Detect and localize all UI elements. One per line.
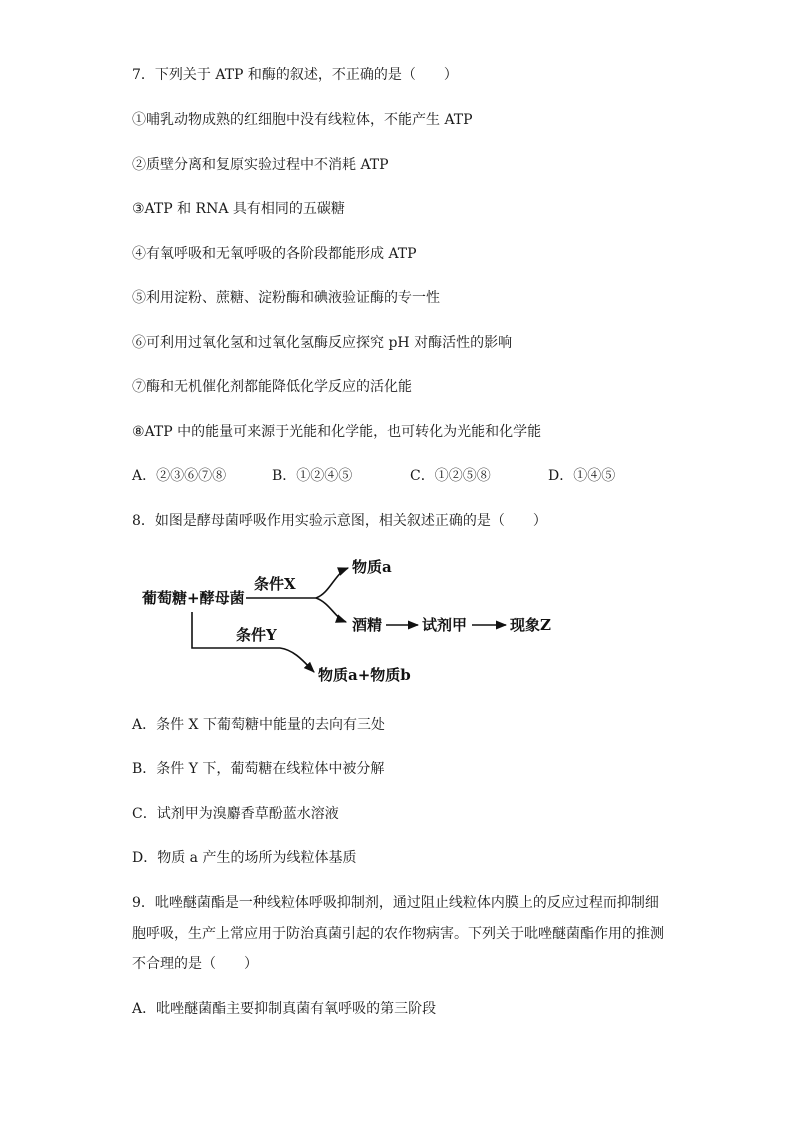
q7-item-5: ⑤利用淀粉、蔗糖、淀粉酶和碘液验证酶的专一性	[132, 290, 440, 306]
q8-option-d: D．物质 a 产生的场所为线粒体基质	[132, 850, 357, 866]
diagram-start-label: 葡萄糖+酵母菌	[142, 589, 245, 607]
q9-stem-line-1: 9．吡唑醚菌酯是一种线粒体呼吸抑制剂，通过阻止线粒体内膜上的反应过程而抑制细	[132, 895, 659, 911]
diagram-phenomenon: 现象Z	[510, 616, 551, 634]
q7-item-8: ⑧ATP 中的能量可来源于光能和化学能，也可转化为光能和化学能	[132, 424, 542, 440]
q7-stem: 7．下列关于 ATP 和酶的叙述，不正确的是（ ）	[132, 67, 458, 83]
q7-item-4: ④有氧呼吸和无氧呼吸的各阶段都能形成 ATP	[132, 246, 417, 262]
q8-option-b: B．条件 Y 下，葡萄糖在线粒体中被分解	[132, 761, 385, 777]
q7-item-7: ⑦酶和无机催化剂都能降低化学反应的活化能	[132, 379, 412, 395]
diagram-condition-y: 条件Y	[236, 626, 277, 644]
diagram-alcohol: 酒精	[352, 616, 383, 634]
diagram-substance-a: 物质a	[352, 558, 392, 576]
q7-item-2: ②质壁分离和复原实验过程中不消耗 ATP	[132, 157, 389, 173]
yeast-respiration-diagram	[130, 548, 570, 698]
arrow-to-alcohol	[316, 598, 346, 622]
q8-stem: 8．如图是酵母菌呼吸作用实验示意图，相关叙述正确的是（ ）	[132, 513, 547, 529]
q9-stem-line-2: 胞呼吸，生产上常应用于防治真菌引起的农作物病害。下列关于吡唑醚菌酯作用的推测	[132, 926, 664, 942]
q7-option-c: C．①②⑤⑧	[410, 468, 491, 484]
q8-option-a: A．条件 X 下葡萄糖中能量的去向有三处	[132, 717, 385, 733]
diagram-condition-x: 条件X	[254, 575, 296, 593]
q9-stem-line-3: 不合理的是（ ）	[132, 956, 258, 972]
arrow-to-substance-a	[316, 568, 348, 598]
diagram-reagent: 试剂甲	[422, 616, 468, 634]
q7-item-6: ⑥可利用过氧化氢和过氧化氢酶反应探究 pH 对酶活性的影响	[132, 335, 513, 351]
q7-option-a: A．②③⑥⑦⑧	[132, 468, 227, 484]
q8-option-c: C．试剂甲为溴麝香草酚蓝水溶液	[132, 806, 339, 822]
q9-option-a: A．吡唑醚菌酯主要抑制真菌有氧呼吸的第三阶段	[132, 1001, 437, 1017]
q7-option-b: B．①②④⑤	[272, 468, 353, 484]
diagram-substance-ab: 物质a+物质b	[318, 666, 411, 684]
q7-item-1: ①哺乳动物成熟的红细胞中没有线粒体，不能产生 ATP	[132, 112, 473, 128]
q7-item-3: ③ATP 和 RNA 具有相同的五碳糖	[132, 201, 345, 217]
q7-option-d: D．①④⑤	[548, 468, 616, 484]
